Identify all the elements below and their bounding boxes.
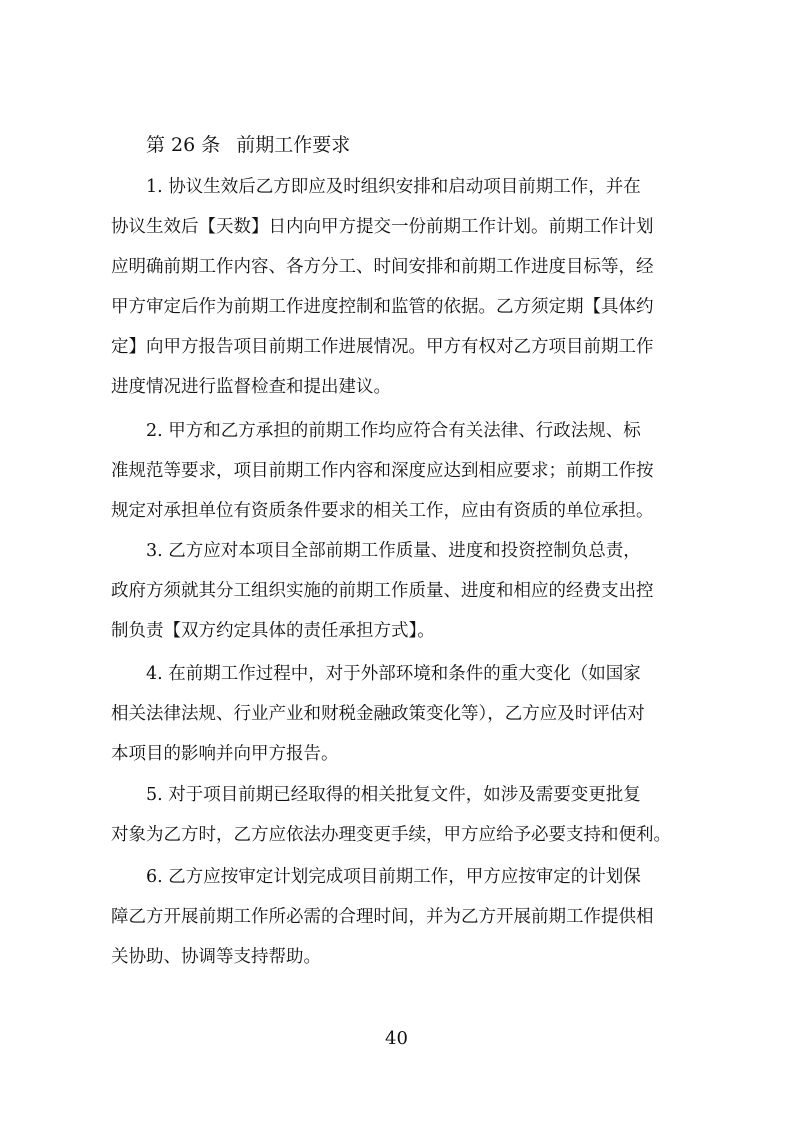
paragraph-1-line-2: 协议生效后【天数】日内向甲方提交一份前期工作计划。前期工作计划 xyxy=(111,217,654,237)
page-number: 40 xyxy=(385,1028,408,1049)
paragraph-6-line-2: 障乙方开展前期工作所必需的合理时间，并为乙方开展前期工作提供相 xyxy=(111,907,654,927)
paragraph-5-line-1: 5. 对于项目前期已经取得的相关批复文件，如涉及需要变更批复 xyxy=(146,785,641,805)
paragraph-1-line-4: 甲方审定后作为前期工作进度控制和监管的依据。乙方须定期【具体约 xyxy=(111,297,654,317)
paragraph-1-line-1: 1. 协议生效后乙方即应及时组织安排和启动项目前期工作，并在 xyxy=(146,177,641,197)
paragraph-3-line-2: 政府方须就其分工组织实施的前期工作质量、进度和相应的经费支出控 xyxy=(111,581,654,601)
paragraph-2-line-1: 2. 甲方和乙方承担的前期工作均应符合有关法律、行政法规、标 xyxy=(146,421,641,441)
paragraph-5-line-2: 对象为乙方时，乙方应依法办理变更手续，甲方应给予必要支持和便利。 xyxy=(111,825,671,845)
paragraph-4-line-1: 4. 在前期工作过程中，对于外部环境和条件的重大变化（如国家 xyxy=(146,664,641,684)
paragraph-3-line-3: 制负责【双方约定具体的责任承担方式】。 xyxy=(111,621,435,641)
article-title: 前期工作要求 xyxy=(236,134,351,156)
article-heading xyxy=(146,130,350,160)
paragraph-3-line-1: 3. 乙方应对本项目全部前期工作质量、进度和投资控制负总责， xyxy=(146,541,641,561)
paragraph-6-line-3: 关协助、协调等支持帮助。 xyxy=(111,947,321,967)
article-number: 第 26 条 xyxy=(146,134,221,156)
paragraph-4-line-3: 本项目的影响并向甲方报告。 xyxy=(111,744,339,764)
paragraph-1-line-5: 定】向甲方报告项目前期工作进展情况。甲方有权对乙方项目前期工作 xyxy=(111,337,654,357)
paragraph-1-line-6: 进度情况进行监督检查和提出建议。 xyxy=(111,377,391,397)
paragraph-6-line-1: 6. 乙方应按审定计划完成项目前期工作，甲方应按审定的计划保 xyxy=(146,867,641,887)
paragraph-1-line-3: 应明确前期工作内容、各方分工、时间安排和前期工作进度目标等，经 xyxy=(111,257,654,277)
paragraph-4-line-2: 相关法律法规、行业产业和财税金融政策变化等），乙方应及时评估对 xyxy=(111,704,645,724)
paragraph-2-line-3: 规定对承担单位有资质条件要求的相关工作，应由有资质的单位承担。 xyxy=(111,501,654,521)
paragraph-2-line-2: 准规范等要求，项目前期工作内容和深度应达到相应要求；前期工作按 xyxy=(111,461,654,481)
